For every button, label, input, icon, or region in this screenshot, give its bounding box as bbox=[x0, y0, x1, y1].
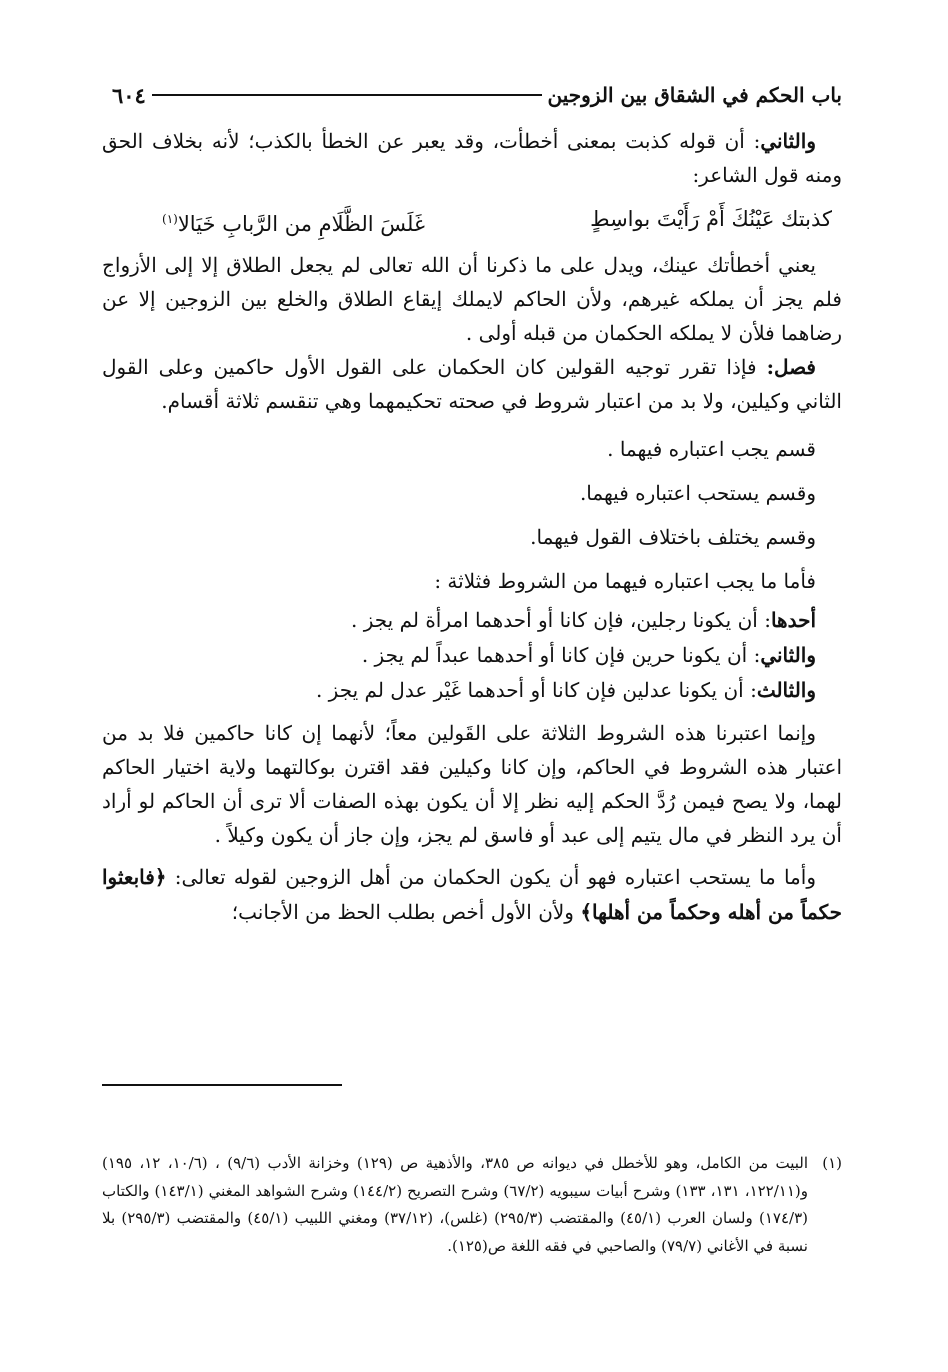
list-item-4: فأما ما يجب اعتباره فيهما من الشروط فثلاثة : bbox=[434, 568, 816, 593]
paragraph-2: يعني أخطأتك عينك، ويدل على ما ذكرنا أن الله تعالى لم يجعل الطلاق إلا إلى الأزواج فلم يجز أن يملكه غيرهم، ولأن الحاكم لايملك إيقاع الطلاق والخلع بين الزوجين إلا عن رضاهما فلأن لا يملكه الحكمان من قبله أولى . bbox=[102, 252, 842, 346]
header-rule bbox=[152, 94, 542, 96]
footnote-text: البيت من الكامل، وهو للأخطل في ديوانه ص ٣٨٥، والأذهية ص (١٢٩) وخزانة الأدب (٩/٦) ، (١٠/٦، ١٢، ١٩٥) و(١٢٢/١١، ١٣١، ١٣٣) وشرح أبيات سيبويه (٦٧/٢) وشرح التصريح (١٤٤/٢) وشرح الشواهد المغني (١٤٣/١) والكتاب (١٧٤/٣) ولسان العرب (٤٥/١) والمقتضب (٢٩٥/٣) (غلس)، (٣٧/١٢) ومغني اللبيب (٤٥/١) والمقتضب (٢٩٥/٣) بلا نسبة في الأغاني (٧٩/٧) والصاحبي في فقه اللغة ص(١٢٥). bbox=[102, 1154, 809, 1255]
condition-2-lead: والثاني bbox=[760, 642, 816, 667]
paragraph-1-text: : أن قوله كذبت بمعنى أخطأت، وقد يعبر عن الخطأ بالكذب؛ لأنه بخلاف الحق ومنه قول الشاعر: bbox=[102, 129, 842, 188]
verse-second-hemistich-wrap bbox=[162, 202, 425, 241]
paragraph-1-lead: والثاني bbox=[760, 129, 816, 153]
paragraph-4: وإنما اعتبرنا هذه الشروط الثلاثة على القَولين معاً؛ لأنهما إن كانا حاكمين فلا بد من اعتبار هذه الشروط في الحاكم، وإن كانا وكيلين فقد اقترن بوكالتهما ولاية اختيار الحاكم لهما، ولا يصح فيمن رُدَّ الحكم إليه نظر إلا أن يكون بهذه الصفات ألا ترى أن الحاكم لو أراد أن يرد النظر في مال يتيم إلى عبد أو فاسق لم يجز، وإن جاز أن يكون وكيلاً . bbox=[102, 720, 842, 848]
list-item-2: وقسم يستحب اعتباره فيهما. bbox=[579, 480, 816, 505]
footnote-marker: (١) bbox=[162, 212, 178, 227]
paragraph-5 bbox=[102, 860, 842, 928]
running-title: باب الحكم في الشقاق بين الزوجين bbox=[547, 83, 842, 107]
condition-3-lead: والثالث bbox=[756, 677, 816, 702]
paragraph-3 bbox=[102, 350, 842, 418]
list-item-3: وقسم يختلف باختلاف القول فيهما. bbox=[530, 524, 816, 549]
condition-1 bbox=[102, 603, 842, 638]
paragraph-1 bbox=[102, 124, 842, 192]
condition-2-text: : أن يكونا حرين فإن كانا أو أحدهما عبداً لم يجز . bbox=[361, 642, 761, 667]
spacer bbox=[102, 419, 842, 427]
condition-3 bbox=[102, 673, 842, 708]
spacer bbox=[102, 708, 842, 716]
verse-second-hemistich: غَلَسَ الظَّلَامِ من الرَّبابِ خَيَالا bbox=[177, 212, 425, 237]
page-header bbox=[102, 78, 842, 112]
list-item-1: قسم يجب اعتباره فيهما . bbox=[607, 436, 816, 461]
book-page bbox=[102, 0, 842, 1372]
verse-first-hemistich: كذبتك عَيْنُكَ أَمْ رَأَيْتَ بواسِطٍ bbox=[590, 207, 832, 232]
condition-3-text: : أن يكونا عدلين فإن كانا أو أحدهما غَيْر عدل لم يجز . bbox=[315, 677, 757, 702]
condition-2 bbox=[102, 638, 842, 673]
page-number: ٦٠٤ bbox=[112, 82, 146, 108]
quran-quote: ﴿فابعثوا حكماً من أهله وحكماً من أهلها﴾ bbox=[102, 865, 842, 924]
spacer bbox=[102, 852, 842, 860]
footnote-number: (١) bbox=[822, 1154, 842, 1172]
main-text bbox=[102, 124, 842, 929]
condition-1-lead: أحدها bbox=[770, 607, 816, 632]
paragraph-3-lead: فصل: bbox=[766, 355, 816, 380]
footnote bbox=[102, 1150, 842, 1260]
footnote-separator bbox=[102, 1084, 342, 1086]
paragraph-3-text: فإذا تقرر توجيه القولين كان الحكمان على القول الأول حاكمين وعلى القول الثاني وكيلين، ولا بد من اعتبار شروط في صحته تحكيمهما وهي تنقسم ثلاثة أقسام. bbox=[102, 355, 842, 414]
condition-1-text: : أن يكونا رجلين، فإن كانا أو أحدهما امرأة لم يجز . bbox=[350, 607, 771, 632]
poetry-verse bbox=[102, 202, 842, 241]
paragraph-5-start: وأما ما يستحب اعتباره فهو أن يكون الحكمان من أهل الزوجين لقوله تعالى: bbox=[174, 865, 816, 890]
paragraph-5-end: ولأن الأول أخص بطلب الحظ من الأجانب؛ bbox=[231, 899, 581, 924]
